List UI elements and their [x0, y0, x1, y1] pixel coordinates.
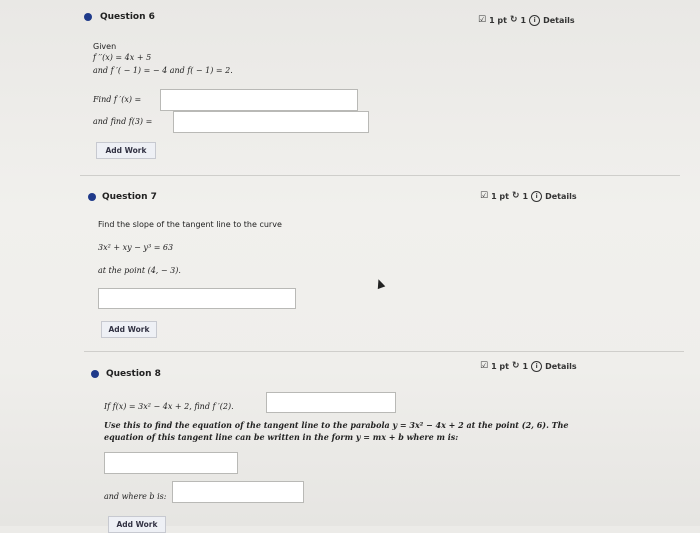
question-7-meta [480, 191, 577, 202]
question-6-bullet [84, 13, 92, 21]
find-fprime-label: Find f ′(x) = [93, 95, 142, 104]
q8-b-input[interactable] [172, 481, 304, 503]
q6-add-work-button[interactable]: Add Work [96, 142, 156, 159]
q7-point: at the point (4, − 3). [98, 266, 181, 275]
retry-icon: ↻ [509, 15, 518, 25]
q8-line-1: If f(x) = 3x² − 4x + 2, find f ′(2). [104, 402, 234, 411]
points-label: 1 pt [491, 192, 509, 201]
question-7-bullet [88, 193, 96, 201]
divider [80, 175, 680, 176]
q8-m-input[interactable] [104, 452, 238, 474]
retries-label: 1 [520, 16, 527, 25]
divider [84, 351, 684, 352]
fprime-answer-input[interactable] [160, 89, 358, 111]
details-link[interactable]: Details [545, 362, 577, 371]
question-6-title: Question 6 [100, 12, 155, 22]
q7-add-work-button[interactable]: Add Work [101, 321, 157, 338]
q7-prompt: Find the slope of the tangent line to the curve [98, 220, 282, 229]
q7-answer-input[interactable] [98, 288, 296, 309]
f3-answer-input[interactable] [173, 111, 369, 133]
given-line-1: f ′′(x) = 4x + 5 [93, 53, 152, 62]
retry-icon: ↻ [511, 191, 520, 201]
question-8-meta [480, 361, 577, 372]
q8-line-2: Use this to find the equation of the tangent line to the parabola y = 3x² − 4x + 2 at the point (2, 6). The [104, 420, 569, 430]
points-label: 1 pt [489, 16, 507, 25]
retries-label: 1 [522, 192, 529, 201]
details-link[interactable]: Details [543, 16, 575, 25]
points-label: 1 pt [491, 362, 509, 371]
given-line-2: and f ′( − 1) = − 4 and f( − 1) = 2. [93, 66, 233, 75]
q8-add-work-button[interactable]: Add Work [108, 516, 166, 533]
retry-icon: ↻ [511, 361, 520, 371]
find-f3-label: and find f(3) = [93, 117, 153, 126]
given-label: Given [93, 42, 117, 51]
question-8-bullet [91, 370, 99, 378]
info-icon[interactable]: i [531, 361, 542, 372]
question-7-title: Question 7 [102, 192, 157, 202]
retries-label: 1 [522, 362, 529, 371]
points-icon: ☑ [478, 15, 487, 25]
info-icon[interactable]: i [529, 15, 540, 26]
q8-line-3: equation of this tangent line can be written in the form y = mx + b where m is: [104, 432, 459, 442]
question-8-title: Question 8 [106, 369, 161, 379]
q8-fprime-input[interactable] [266, 392, 396, 413]
question-6-meta [478, 15, 575, 26]
details-link[interactable]: Details [545, 192, 577, 201]
points-icon: ☑ [480, 361, 489, 371]
q7-equation: 3x² + xy − y³ = 63 [98, 243, 174, 252]
q8-and-b-label: and where b is: [104, 492, 167, 501]
points-icon: ☑ [480, 191, 489, 201]
info-icon[interactable]: i [531, 191, 542, 202]
